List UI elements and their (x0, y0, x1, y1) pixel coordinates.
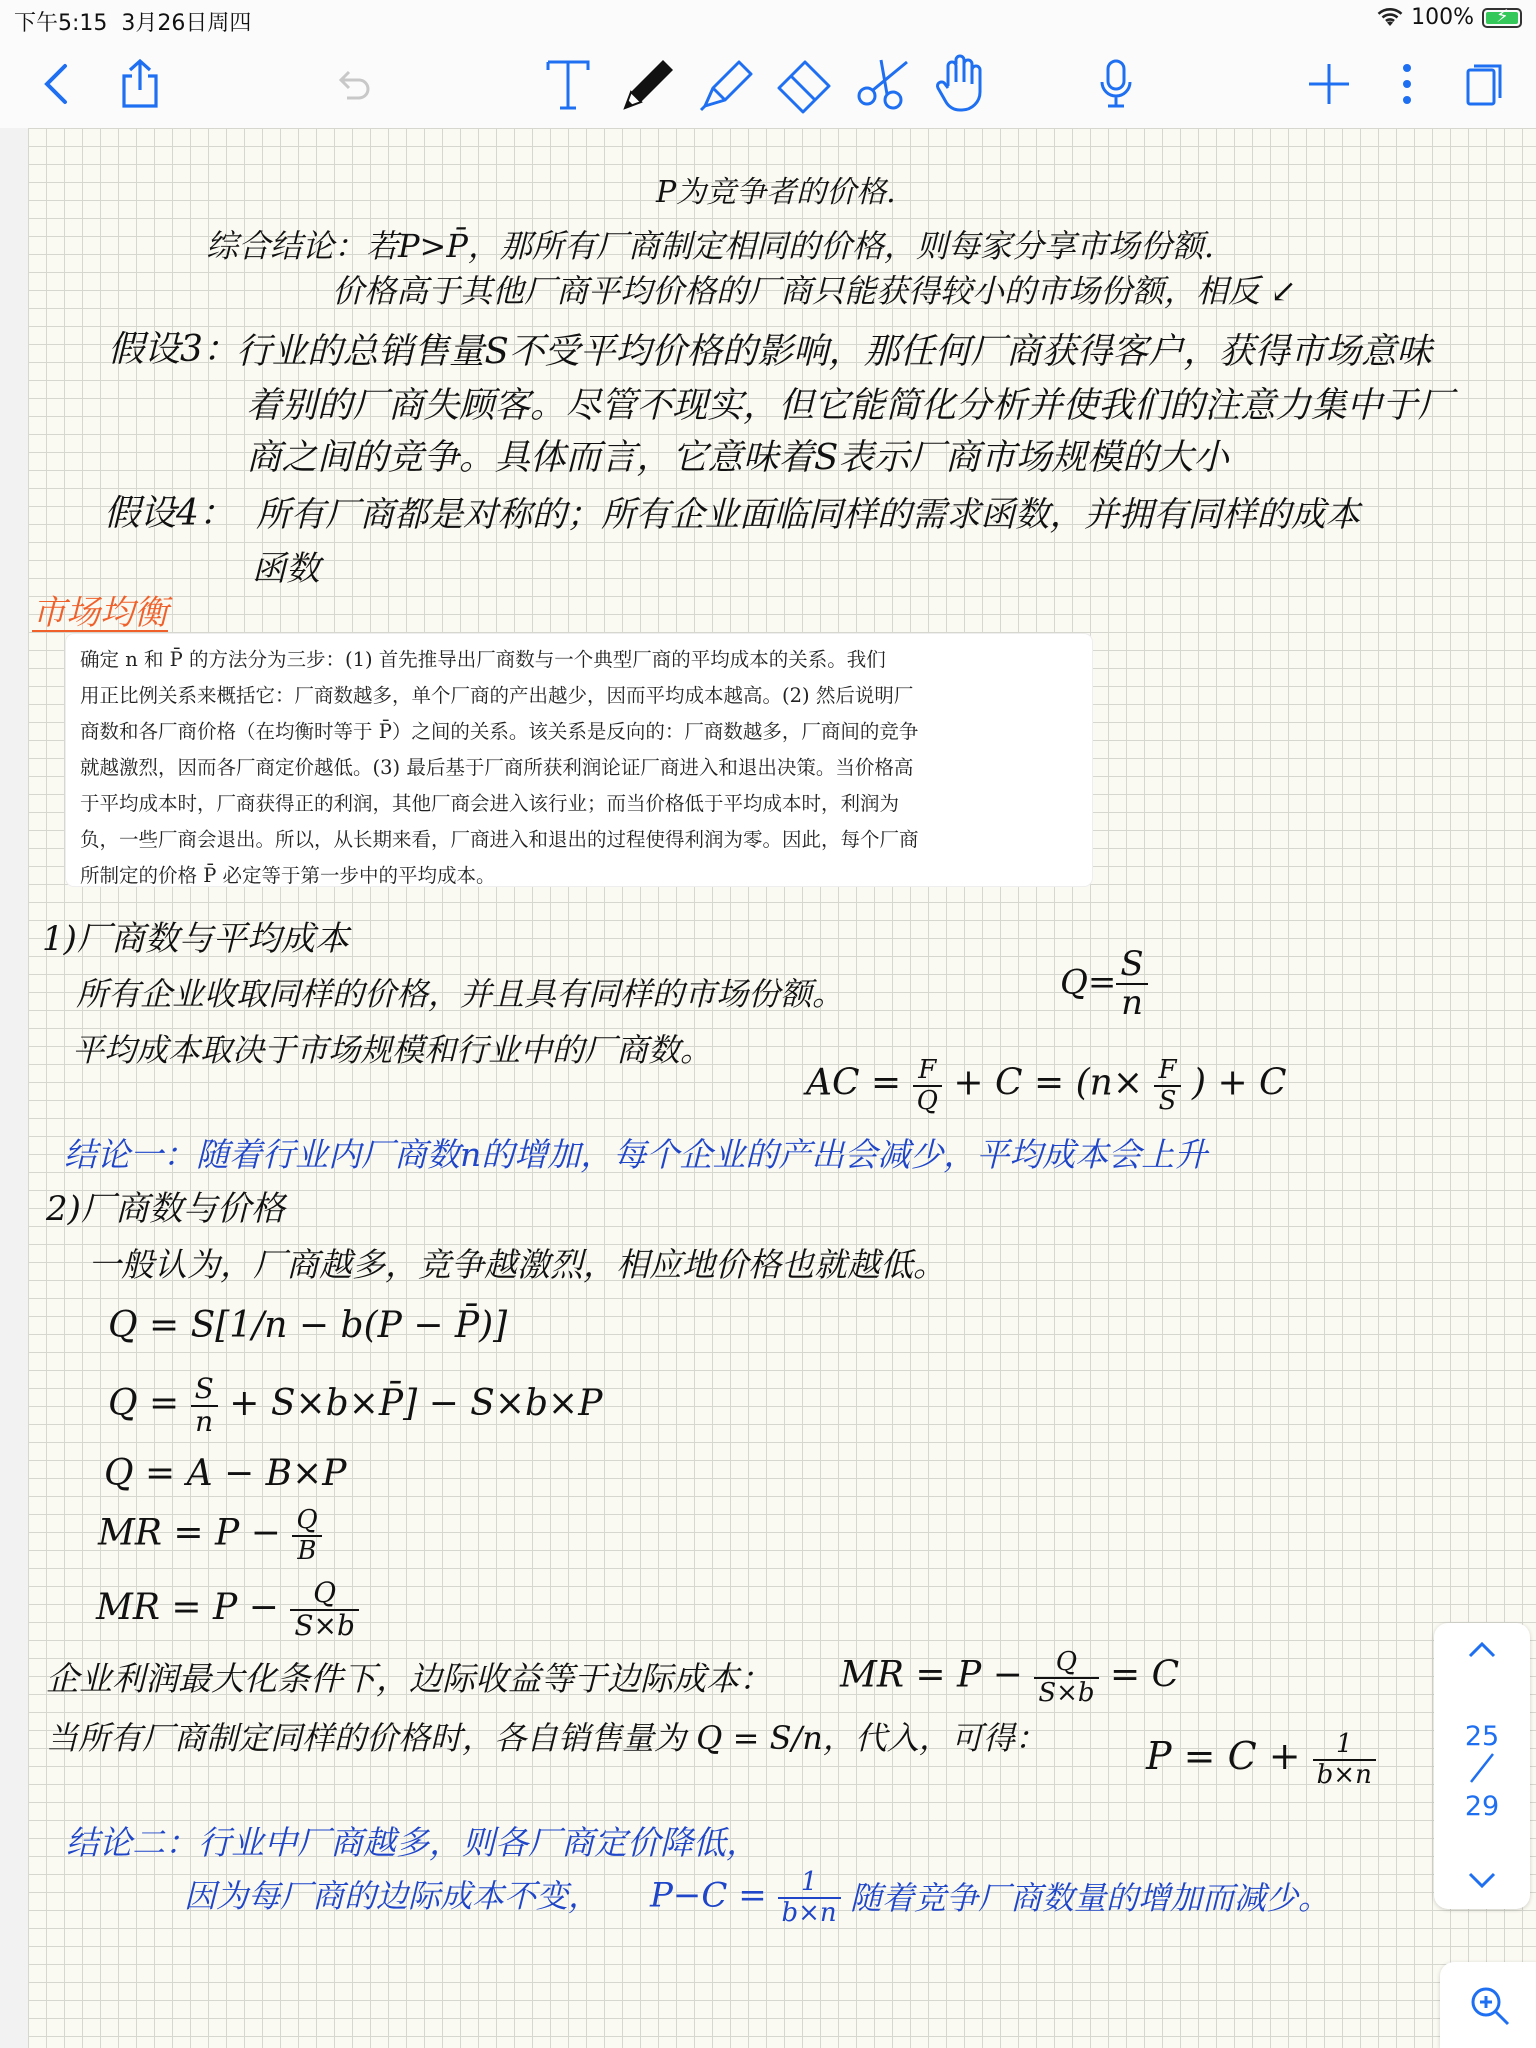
excerpt-line: 就越激烈，因而各厂商定价越低。(3) 最后基于厂商所获利润论证厂商进入和退出决策。当价格高 (80, 756, 914, 779)
total-pages: 29 (1464, 1791, 1500, 1822)
assumption-3-line-1: 行业的总销售量S不受平均价格的影响，那任何厂商获得客户，获得市场意味 (236, 331, 1432, 372)
summary-line-2: 价格高于其他厂商平均价格的厂商只能获得较小的市场份额，相反 ↙ (332, 272, 1297, 310)
microphone-icon[interactable] (1096, 54, 1136, 114)
hand-tool-icon[interactable] (932, 54, 992, 114)
excerpt-line: 负，一些厂商会退出。所以，从长期来看，厂商进入和退出的过程使得利润为零。因此，每个厂商 (80, 828, 919, 851)
chevron-up-icon[interactable] (1434, 1639, 1530, 1663)
zoom-button[interactable] (1440, 1962, 1536, 2048)
conclusion-2-line-3: 随着竞争厂商数量的增加而减少。 (850, 1879, 1331, 1917)
eraser-icon[interactable] (772, 54, 838, 114)
assumption-4-line-2: 函数 (252, 549, 320, 589)
back-chevron-icon[interactable] (36, 54, 76, 114)
excerpt-line: 用正比例关系来概括它：厂商数越多，单个厂商的产出越少，因而平均成本越高。(2) 然后说明厂 (80, 684, 914, 707)
assumption-3-label: 假设3： (108, 329, 239, 370)
undo-icon[interactable] (330, 54, 376, 114)
conclusion-2-line-1: 结论二：行业中厂商越多，则各厂商定价降低， (66, 1823, 759, 1862)
assumption-3-line-3: 商之间的竞争。具体而言，它意味着S表示厂商市场规模的大小 (246, 437, 1229, 478)
price-equation: P = C + $\frac{1}{b\times n}$ (1146, 1730, 1376, 1789)
excerpt-line: 于平均成本时，厂商获得正的利润，其他厂商会进入该行业；而当价格低于平均成本时，利润为 (80, 792, 900, 815)
zoom-in-icon (1468, 1984, 1512, 2028)
heading-firms-and-price: 2)厂商数与价格 (46, 1189, 285, 1229)
chevron-down-icon[interactable] (1434, 1871, 1530, 1895)
firms-price-line-1: 一般认为，厂商越多，竞争越激烈，相应地价格也就越低。 (88, 1245, 946, 1284)
conclusion-2-line-2: 因为每厂商的边际成本不变， (184, 1877, 601, 1915)
conclusion-2-equation: P−C = $\frac{1}{b\times n}$ (650, 1868, 841, 1927)
current-page-number: 25 (1464, 1721, 1500, 1752)
status-time: 下午5:15 3月26日周四 (14, 11, 252, 36)
demand-equation-2: Q = $\frac{S}{n}$ + S×b×P̄] − S×b×P (108, 1372, 603, 1438)
demand-equation-1: Q = S[1/n − b(P − P̄)] (108, 1305, 508, 1346)
add-icon[interactable] (1306, 54, 1352, 114)
battery-percent: 100% (1411, 5, 1474, 30)
status-date: 3月26日周四 (121, 11, 252, 36)
textbook-excerpt (66, 634, 1092, 886)
demand-equation-3: Q = A − B×P (104, 1453, 347, 1494)
note-title: P为竞争者的价格. (656, 175, 896, 210)
marginal-revenue-equation-1: MR = P − $\frac{Q}{B}$ (98, 1506, 322, 1565)
profit-max-line: 企业利润最大化条件下，边际收益等于边际成本： (46, 1659, 772, 1698)
firms-cost-line-1: 所有企业收取同样的价格，并且具有同样的市场份额。 (76, 975, 845, 1013)
excerpt-line: 商数和各厂商价格（在均衡时等于 P̄）之间的关系。该关系是反向的：厂商数越多，厂商间的竞争 (80, 720, 919, 743)
assumption-4-line-1: 所有厂商都是对称的；所有企业面临同样的需求函数，并拥有同样的成本 (256, 495, 1360, 535)
equation-q-s-over-n: Q= $\frac{S}{n}$ (1060, 946, 1148, 1023)
more-icon[interactable] (1392, 54, 1422, 114)
page-separator (1434, 1751, 1530, 1793)
marginal-revenue-equation-2: MR = P − $\frac{Q}{S\times b}$ (96, 1578, 359, 1642)
lasso-scissors-icon[interactable] (852, 54, 918, 114)
status-bar (0, 0, 1536, 40)
share-icon[interactable] (114, 54, 166, 114)
text-tool-icon[interactable] (540, 54, 596, 114)
wifi-icon (1377, 8, 1403, 28)
page-view-icon[interactable] (1460, 54, 1508, 114)
heading-firms-and-average-cost: 1)厂商数与平均成本 (42, 919, 349, 959)
battery-charging-icon: ⚡ (1482, 8, 1522, 28)
highlighter-icon[interactable] (694, 54, 760, 114)
pen-tool-icon[interactable] (616, 54, 682, 114)
firms-cost-line-2: 平均成本取决于市场规模和行业中的厂商数。 (72, 1031, 713, 1069)
assumption-4-label: 假设4： (104, 493, 235, 534)
page-margin (0, 128, 28, 2048)
summary-line-1: 综合结论：若P>P̄，那所有厂商制定相同的价格，则每家分享市场份额. (206, 227, 1215, 265)
excerpt-line: 所制定的价格 P̄ 必定等于第一步中的平均成本。 (80, 864, 496, 887)
toolbar (0, 40, 1536, 129)
assumption-3-line-2: 着别的厂商失顾客。尽管不现实，但它能简化分析并使我们的注意力集中于厂 (246, 385, 1454, 426)
excerpt-line: 确定 n 和 P̄ 的方法分为三步：(1) 首先推导出厂商数与一个典型厂商的平均成本的关系。我们 (80, 648, 886, 671)
substitution-line: 当所有厂商制定同样的价格时，各自销售量为 Q = S/n，代入，可得： (46, 1719, 1047, 1757)
conclusion-1: 结论一：随着行业内厂商数n的增加，每个企业的产出会减少，平均成本会上升 (64, 1135, 1208, 1174)
equation-average-cost: AC = $\frac{F}{Q}$ + C = (n× $\frac{F}{S}$ ) + C (806, 1055, 1287, 1116)
page-navigator (1434, 1623, 1530, 1909)
section-market-equilibrium: 市场均衡 (32, 593, 168, 633)
profit-max-equation: MR = P − $\frac{Q}{S\times b}$ = C (840, 1647, 1180, 1708)
